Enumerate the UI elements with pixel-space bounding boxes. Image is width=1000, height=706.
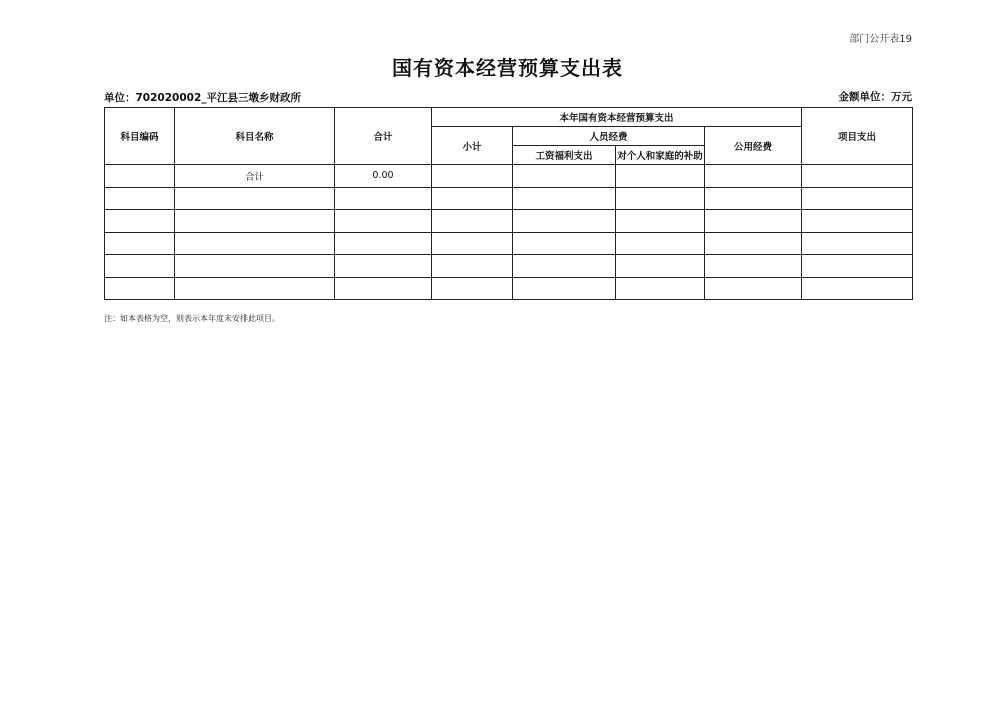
cell-public bbox=[705, 277, 802, 300]
cell-public bbox=[705, 255, 802, 278]
header-code: 科目编码 bbox=[105, 108, 175, 165]
cell-name bbox=[175, 187, 335, 210]
footnote: 注：如本表格为空，则表示本年度未安排此项目。 bbox=[104, 314, 280, 323]
cell-wages bbox=[513, 255, 616, 278]
cell-public bbox=[705, 187, 802, 210]
cell-subsidy bbox=[616, 232, 705, 255]
cell-code bbox=[105, 232, 175, 255]
unit-label: 单位：702020002_平江县三墩乡财政所 bbox=[104, 92, 302, 104]
cell-public bbox=[705, 165, 802, 188]
cell-total bbox=[335, 255, 432, 278]
cell-subsidy bbox=[616, 277, 705, 300]
header-subtotal: 小计 bbox=[432, 127, 513, 165]
cell-total bbox=[335, 187, 432, 210]
cell-wages bbox=[513, 165, 616, 188]
cell-wages bbox=[513, 210, 616, 233]
table-row bbox=[105, 232, 913, 255]
cell-public bbox=[705, 232, 802, 255]
table-row bbox=[105, 187, 913, 210]
page-number: 部门公开表19 bbox=[849, 34, 912, 45]
cell-name: 合计 bbox=[175, 165, 335, 188]
table-row bbox=[105, 210, 913, 233]
cell-code bbox=[105, 187, 175, 210]
cell-subsidy bbox=[616, 165, 705, 188]
cell-project bbox=[802, 165, 913, 188]
header-name: 科目名称 bbox=[175, 108, 335, 165]
cell-total: 0.00 bbox=[335, 165, 432, 188]
header-group: 本年国有资本经营预算支出 bbox=[432, 108, 802, 127]
cell-total bbox=[335, 232, 432, 255]
cell-project bbox=[802, 210, 913, 233]
cell-code bbox=[105, 277, 175, 300]
cell-code bbox=[105, 165, 175, 188]
cell-subsidy bbox=[616, 187, 705, 210]
cell-subtotal bbox=[432, 187, 513, 210]
cell-subsidy bbox=[616, 210, 705, 233]
table-row bbox=[105, 165, 913, 188]
cell-subtotal bbox=[432, 277, 513, 300]
header-total: 合计 bbox=[335, 108, 432, 165]
cell-wages bbox=[513, 232, 616, 255]
cell-code bbox=[105, 210, 175, 233]
cell-public bbox=[705, 210, 802, 233]
cell-subtotal bbox=[432, 210, 513, 233]
cell-name bbox=[175, 232, 335, 255]
cell-total bbox=[335, 210, 432, 233]
cell-subsidy bbox=[616, 255, 705, 278]
header-personnel: 人员经费 bbox=[513, 127, 705, 146]
cell-code bbox=[105, 255, 175, 278]
table-row bbox=[105, 277, 913, 300]
cell-project bbox=[802, 232, 913, 255]
header-project: 项目支出 bbox=[802, 108, 913, 165]
cell-name bbox=[175, 277, 335, 300]
header-wages: 工资福利支出 bbox=[513, 146, 616, 165]
cell-wages bbox=[513, 277, 616, 300]
amount-unit-label: 金额单位：万元 bbox=[838, 91, 912, 103]
table-row bbox=[105, 255, 913, 278]
cell-name bbox=[175, 210, 335, 233]
header-subsidy: 对个人和家庭的补助 bbox=[616, 146, 705, 165]
header-public: 公用经费 bbox=[705, 127, 802, 165]
cell-project bbox=[802, 277, 913, 300]
cell-subtotal bbox=[432, 255, 513, 278]
budget-table bbox=[104, 107, 913, 300]
cell-name bbox=[175, 255, 335, 278]
cell-wages bbox=[513, 187, 616, 210]
cell-project bbox=[802, 255, 913, 278]
cell-project bbox=[802, 187, 913, 210]
page-title: 国有资本经营预算支出表 bbox=[392, 56, 623, 80]
cell-total bbox=[335, 277, 432, 300]
cell-subtotal bbox=[432, 232, 513, 255]
cell-subtotal bbox=[432, 165, 513, 188]
